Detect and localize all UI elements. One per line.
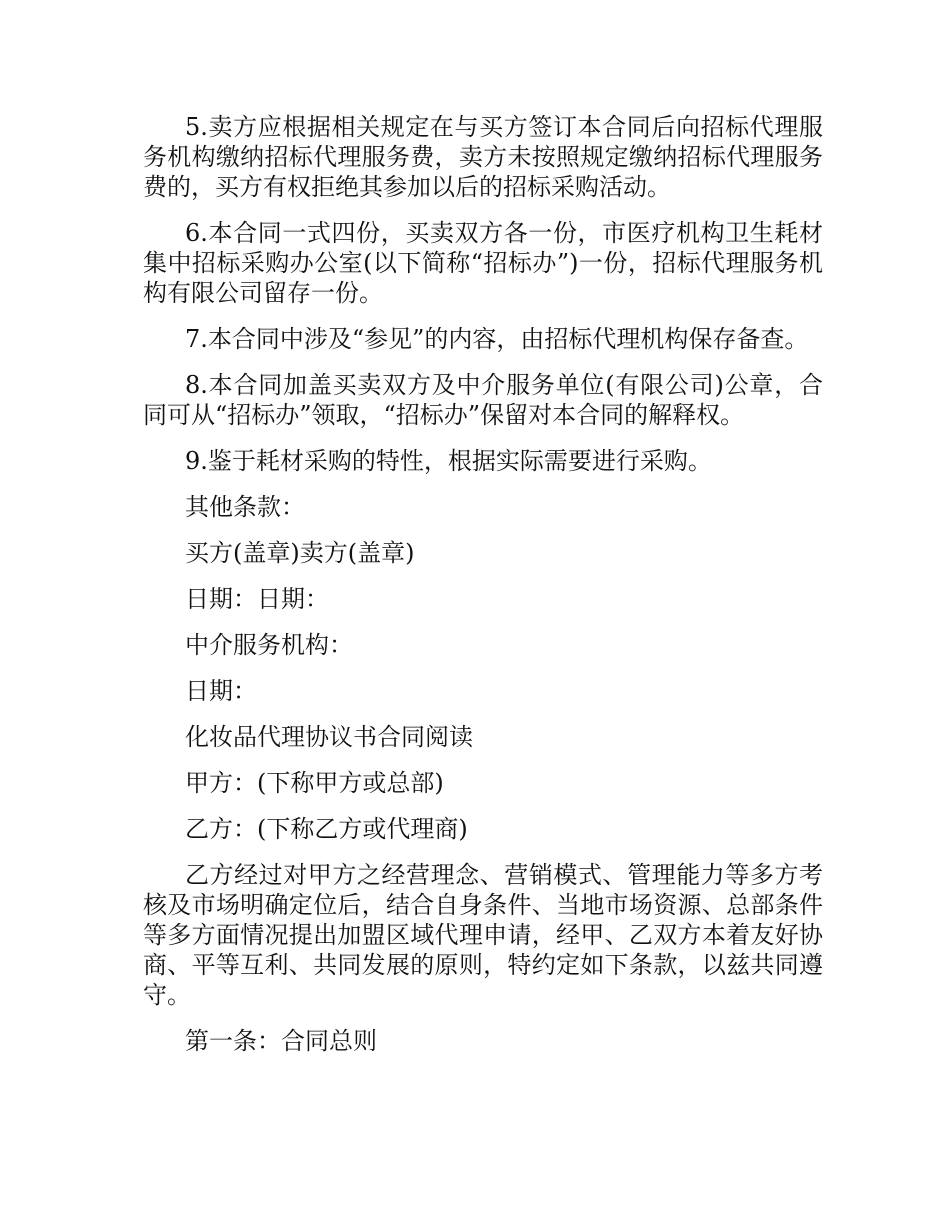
clause-7-reference: 7.本合同中涉及“参见”的内容，由招标代理机构保存备查。 [185, 325, 809, 353]
clause-5-seller-fee: 5.卖方应根据相关规定在与买方签订本合同后向招标代理服务机构缴纳招标代理服务费，卖方未按照规定缴纳招标代理服务费的，买方有权拒绝其参加以后的招标采购活动。 [143, 113, 823, 201]
intermediary-label: 中介服务机构： [185, 631, 353, 659]
article-1-heading: 第一条：合同总则 [185, 1027, 377, 1055]
party-a-line: 甲方：(下称甲方或总部) [185, 769, 444, 797]
buyer-seller-seal-line: 买方(盖章)卖方(盖章) [185, 539, 415, 567]
clause-9-procurement: 9.鉴于耗材采购的特性，根据实际需要进行采购。 [185, 447, 712, 475]
date-line: 日期：日期： [185, 585, 329, 613]
clause-6-copies: 6.本合同一式四份，买卖双方各一份，市医疗机构卫生耗材集中招标采购办公室(以下简称“招标办”)一份，招标代理服务机构有限公司留存一份。 [143, 219, 823, 307]
agreement-preamble: 乙方经过对甲方之经营理念、营销模式、管理能力等多方考核及市场明确定位后，结合自身条件、当地市场资源、总部条件等多方面情况提出加盟区域代理申请，经甲、乙双方本着友好协商、平等互利、共同发展的原则，特约定如下条款，以兹共同遵守。 [143, 861, 823, 1009]
party-b-line: 乙方：(下称乙方或代理商) [185, 815, 468, 843]
clause-8-seal: 8.本合同加盖买卖双方及中介服务单位(有限公司)公章，合同可从“招标办”领取，“招标办”保留对本合同的解释权。 [143, 371, 823, 429]
agreement-title: 化妆品代理协议书合同阅读 [185, 723, 473, 751]
document-page [143, 112, 823, 1072]
intermediary-date-line: 日期： [185, 677, 257, 705]
other-terms-label: 其他条款： [185, 493, 305, 521]
